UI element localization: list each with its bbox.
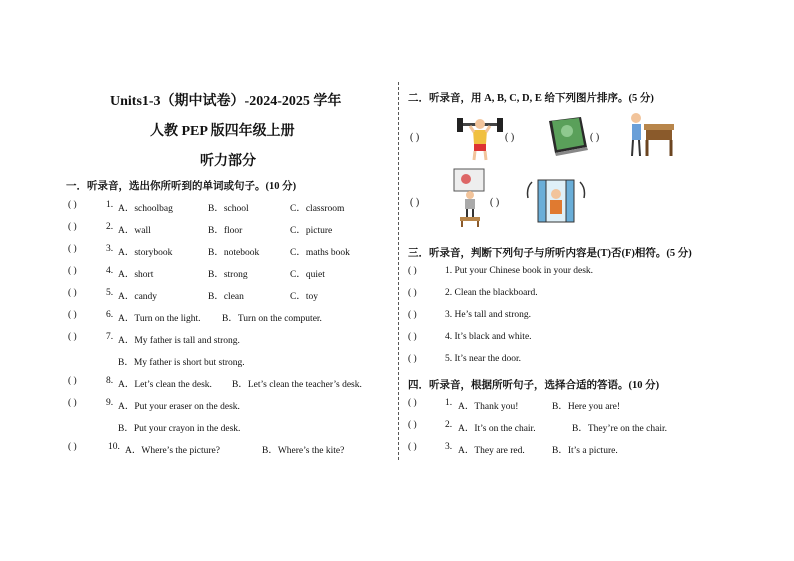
item-number: 5. [106, 288, 114, 298]
item-number: 7. [106, 332, 114, 342]
answer-paren[interactable]: ( ) [68, 244, 77, 254]
option-a: A．Let’s clean the desk. [118, 380, 212, 390]
option-c: C．classroom [290, 204, 345, 214]
item-number: 8. [106, 376, 114, 386]
part-title: 听力部分 [200, 154, 256, 169]
option-c: C．quiet [290, 270, 325, 280]
option-b: B．clean [208, 292, 244, 302]
option-a: A．They are red. [458, 446, 525, 456]
option-a: A．schoolbag [118, 204, 173, 214]
item-number: 1. [445, 398, 453, 408]
desk-picture [628, 110, 678, 160]
answer-paren[interactable]: ( ) [408, 354, 417, 364]
answer-paren[interactable]: ( ) [68, 288, 77, 298]
option-a: A．Where’s the picture? [125, 446, 220, 456]
item-number: 2. [106, 222, 114, 232]
exam-subtitle: 人教 PEP 版四年级上册 [150, 124, 295, 139]
statement: 4. It’s black and white. [445, 332, 532, 342]
answer-paren[interactable]: ( ) [68, 200, 77, 210]
option-b: B．notebook [208, 248, 260, 258]
weightlifter-picture [455, 110, 505, 162]
option-a: A．Put your eraser on the desk. [118, 402, 240, 412]
option-b: B．They’re on the chair. [572, 424, 667, 434]
option-a: A．candy [118, 292, 158, 302]
answer-paren[interactable]: ( ) [410, 197, 420, 208]
answer-paren[interactable]: ( ) [408, 442, 417, 452]
option-c: C．picture [290, 226, 333, 236]
option-a: A．Turn on the light. [118, 314, 201, 324]
item-number: 1. [106, 200, 114, 210]
option-b: B．Here you are! [552, 402, 621, 412]
option-b: B．My father is short but strong. [118, 358, 245, 368]
book-picture [545, 115, 591, 157]
option-b: B．Let’s clean the teacher’s desk. [232, 380, 362, 390]
option-b: B．school [208, 204, 249, 214]
item-number: 3. [106, 244, 114, 254]
answer-paren[interactable]: ( ) [408, 266, 417, 276]
option-b: B．Turn on the computer. [222, 314, 322, 324]
answer-paren[interactable]: ( ) [68, 222, 77, 232]
option-a: A．Thank you! [458, 402, 519, 412]
answer-paren[interactable]: ( ) [408, 288, 417, 298]
statement: 3. He’s tall and strong. [445, 310, 532, 320]
answer-paren[interactable]: ( ) [408, 310, 417, 320]
item-number: 4. [106, 266, 114, 276]
answer-paren[interactable]: ( ) [505, 132, 515, 143]
item-number: 2. [445, 420, 453, 430]
answer-paren[interactable]: ( ) [68, 266, 77, 276]
answer-paren[interactable]: ( ) [590, 132, 600, 143]
option-c: C．toy [290, 292, 318, 302]
option-a: A．It’s on the chair. [458, 424, 536, 434]
option-b: B．Where’s the kite? [262, 446, 345, 456]
option-c: C．maths book [290, 248, 350, 258]
option-b: B．It’s a picture. [552, 446, 618, 456]
statement: 5. It’s near the door. [445, 354, 521, 364]
answer-paren[interactable]: ( ) [68, 310, 77, 320]
answer-paren[interactable]: ( ) [68, 442, 77, 452]
answer-paren[interactable]: ( ) [408, 398, 417, 408]
answer-paren[interactable]: ( ) [490, 197, 500, 208]
boy-window-picture [526, 178, 586, 224]
option-a: A．wall [118, 226, 151, 236]
section2-heading: 二．听录音，用 A, B, C, D, E 给下列图片排序。(5 分) [408, 93, 654, 104]
boy-picture-on-stool [452, 167, 488, 227]
section3-heading: 三．听录音，判断下列句子与所听内容是(T)否(F)相符。(5 分) [408, 248, 692, 259]
option-b: B．Put your crayon in the desk. [118, 424, 241, 434]
option-b: B．floor [208, 226, 243, 236]
statement: 2. Clean the blackboard. [445, 288, 538, 298]
item-number: 10. [108, 442, 120, 452]
exam-title: Units1-3（期中试卷）-2024-2025 学年 [110, 94, 342, 109]
option-a: A．My father is tall and strong. [118, 336, 240, 346]
answer-paren[interactable]: ( ) [408, 420, 417, 430]
answer-paren[interactable]: ( ) [68, 332, 77, 342]
statement: 1. Put your Chinese book in your desk. [445, 266, 594, 276]
option-b: B．strong [208, 270, 248, 280]
item-number: 3. [445, 442, 453, 452]
option-a: A．short [118, 270, 154, 280]
answer-paren[interactable]: ( ) [410, 132, 420, 143]
section4-heading: 四．听录音，根据所听句子，选择合适的答语。(10 分) [408, 380, 660, 391]
option-a: A．storybook [118, 248, 173, 258]
answer-paren[interactable]: ( ) [408, 332, 417, 342]
answer-paren[interactable]: ( ) [68, 398, 77, 408]
section1-heading: 一．听录音，选出你所听到的单词或句子。(10 分) [66, 181, 297, 192]
item-number: 9. [106, 398, 114, 408]
item-number: 6. [106, 310, 114, 320]
answer-paren[interactable]: ( ) [68, 376, 77, 386]
column-divider [398, 82, 399, 460]
